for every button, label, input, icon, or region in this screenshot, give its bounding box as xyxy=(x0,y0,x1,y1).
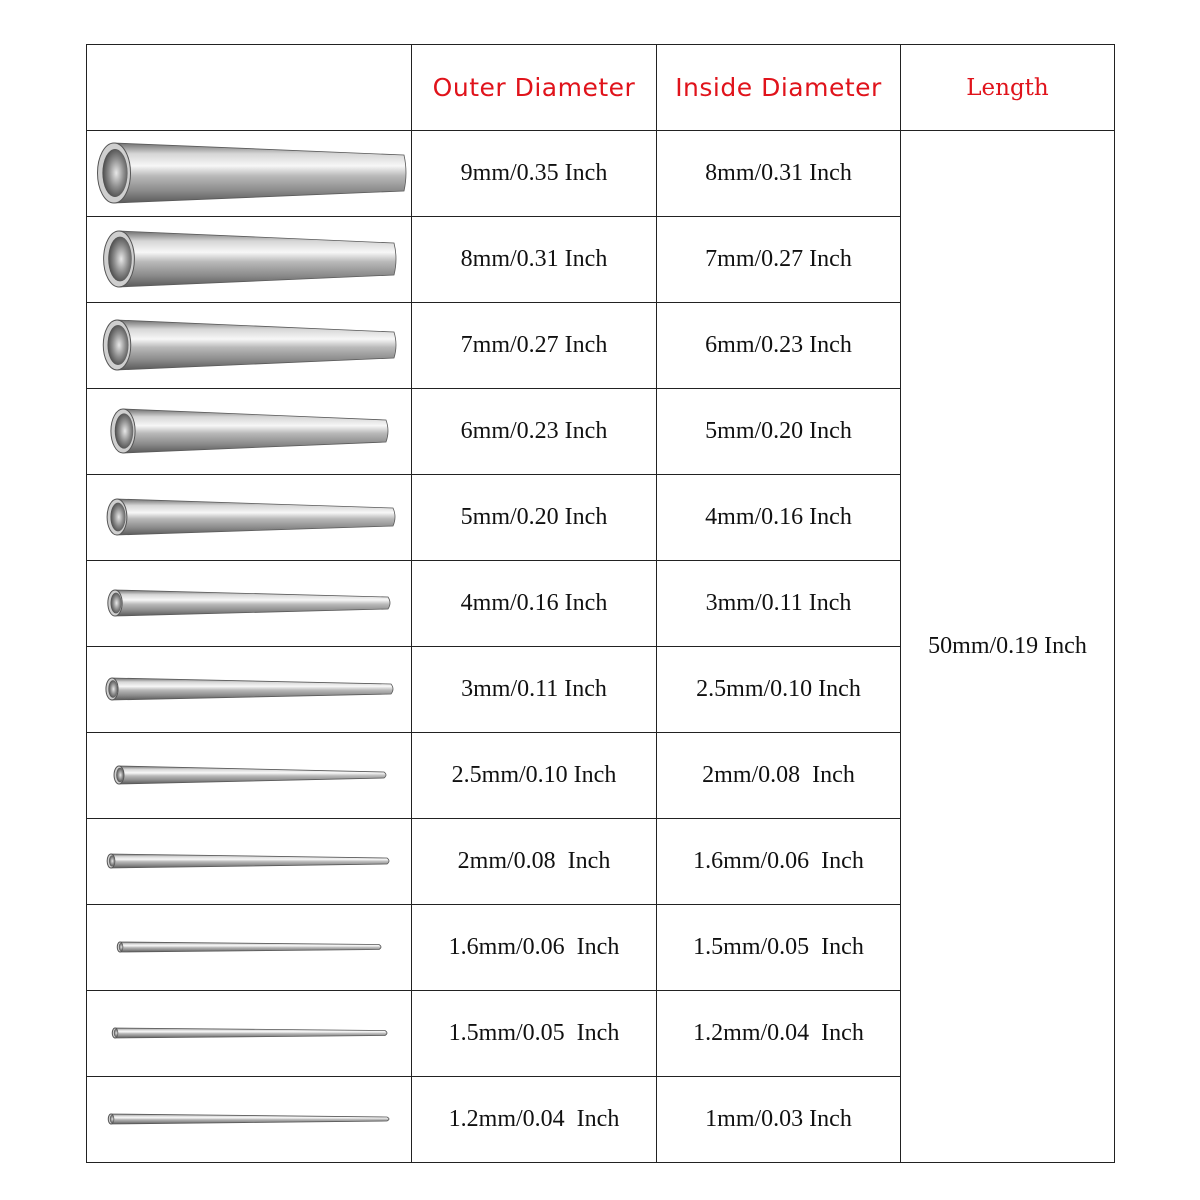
inside-diameter-cell: 1.6mm/0.06 Inch xyxy=(657,819,901,905)
taper-6mm-icon xyxy=(87,389,412,474)
taper-image-cell xyxy=(87,217,412,303)
header-inside-diameter: Inside Diameter xyxy=(657,45,901,131)
outer-diameter-cell: 2mm/0.08 Inch xyxy=(412,819,657,905)
inside-diameter-cell: 6mm/0.23 Inch xyxy=(657,303,901,389)
outer-diameter-cell: 7mm/0.27 Inch xyxy=(412,303,657,389)
taper-4mm-icon xyxy=(87,561,412,646)
taper-5mm-icon xyxy=(87,475,412,560)
outer-diameter-cell: 9mm/0.35 Inch xyxy=(412,131,657,217)
taper-image-cell xyxy=(87,647,412,733)
taper-3mm-icon xyxy=(87,647,412,732)
outer-diameter-cell: 5mm/0.20 Inch xyxy=(412,475,657,561)
outer-diameter-cell: 1.6mm/0.06 Inch xyxy=(412,905,657,991)
taper-2mm-icon xyxy=(87,819,412,904)
taper-image-cell xyxy=(87,1077,412,1163)
inside-diameter-cell: 8mm/0.31 Inch xyxy=(657,131,901,217)
inside-diameter-cell: 1.5mm/0.05 Inch xyxy=(657,905,901,991)
outer-diameter-cell: 6mm/0.23 Inch xyxy=(412,389,657,475)
inside-diameter-cell: 2.5mm/0.10 Inch xyxy=(657,647,901,733)
taper-size-table xyxy=(86,44,1115,1163)
outer-diameter-cell: 1.2mm/0.04 Inch xyxy=(412,1077,657,1163)
outer-diameter-cell: 1.5mm/0.05 Inch xyxy=(412,991,657,1077)
taper-7mm-icon xyxy=(87,303,412,388)
taper-2.5mm-icon xyxy=(87,733,412,818)
taper-image-cell xyxy=(87,561,412,647)
taper-image-cell xyxy=(87,131,412,217)
taper-1.5mm-icon xyxy=(87,991,412,1076)
header-image-column xyxy=(87,45,412,131)
taper-image-cell xyxy=(87,733,412,819)
inside-diameter-cell: 1mm/0.03 Inch xyxy=(657,1077,901,1163)
outer-diameter-cell: 8mm/0.31 Inch xyxy=(412,217,657,303)
inside-diameter-cell: 2mm/0.08 Inch xyxy=(657,733,901,819)
taper-1.2mm-icon xyxy=(87,1077,412,1162)
outer-diameter-cell: 2.5mm/0.10 Inch xyxy=(412,733,657,819)
taper-8mm-icon xyxy=(87,217,412,302)
inside-diameter-cell: 7mm/0.27 Inch xyxy=(657,217,901,303)
taper-image-cell xyxy=(87,905,412,991)
inside-diameter-cell: 4mm/0.16 Inch xyxy=(657,475,901,561)
taper-image-cell xyxy=(87,303,412,389)
outer-diameter-cell: 3mm/0.11 Inch xyxy=(412,647,657,733)
inside-diameter-cell: 5mm/0.20 Inch xyxy=(657,389,901,475)
outer-diameter-cell: 4mm/0.16 Inch xyxy=(412,561,657,647)
table-row xyxy=(87,131,1115,217)
taper-1.6mm-icon xyxy=(87,905,412,990)
taper-image-cell xyxy=(87,389,412,475)
inside-diameter-cell: 1.2mm/0.04 Inch xyxy=(657,991,901,1077)
taper-image-cell xyxy=(87,475,412,561)
taper-image-cell xyxy=(87,819,412,905)
header-outer-diameter: Outer Diameter xyxy=(412,45,657,131)
taper-9mm-icon xyxy=(87,131,412,216)
length-cell: 50mm/0.19 Inch xyxy=(901,131,1115,1163)
inside-diameter-cell: 3mm/0.11 Inch xyxy=(657,561,901,647)
header-row xyxy=(87,45,1115,131)
taper-image-cell xyxy=(87,991,412,1077)
header-length: Length xyxy=(901,45,1115,131)
